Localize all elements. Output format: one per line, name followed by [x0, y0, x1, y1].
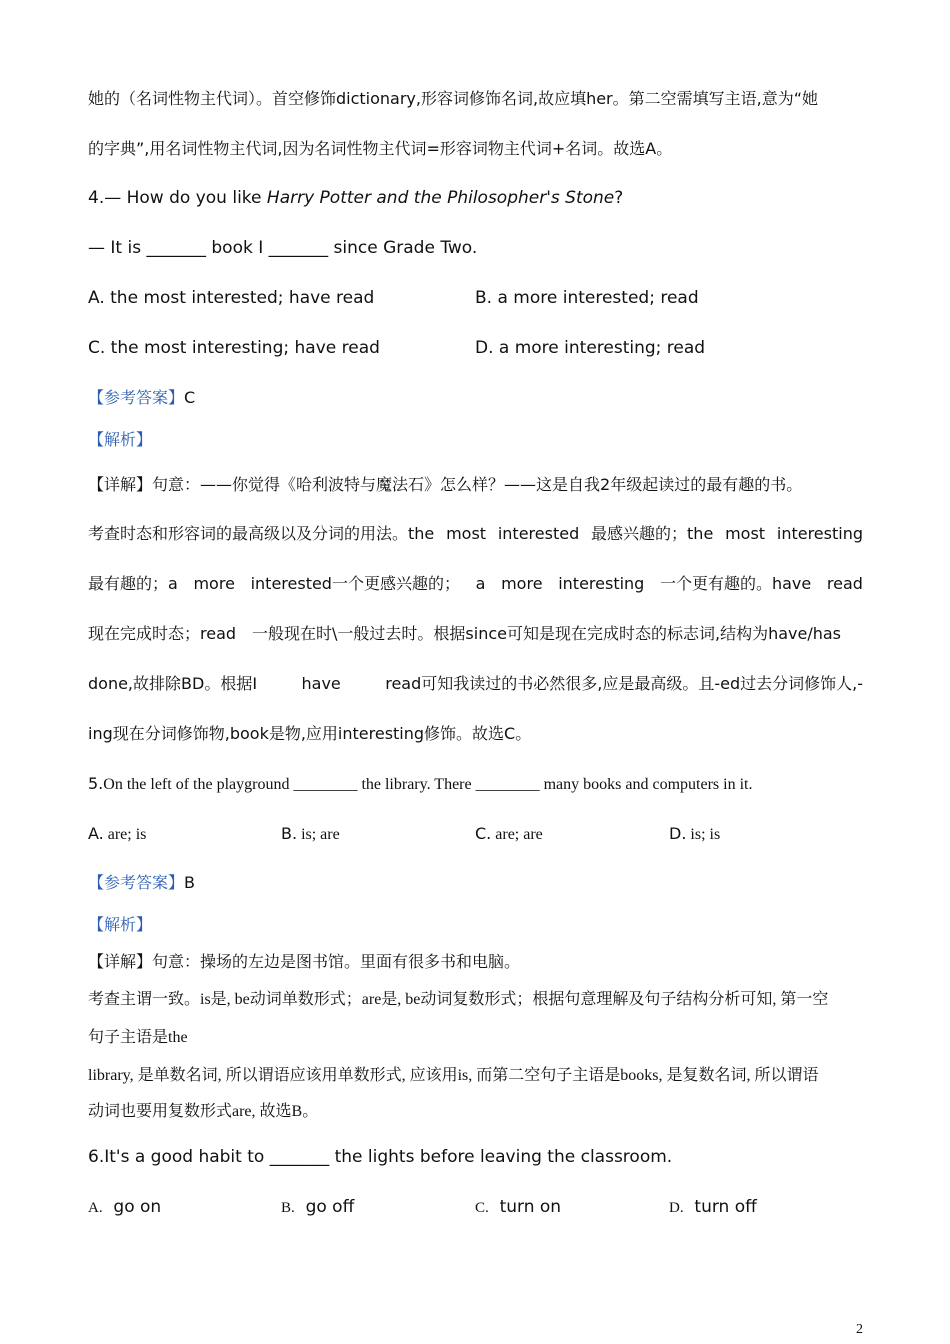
q4-option-c[interactable]: C. the most interesting; have read: [88, 338, 380, 358]
q4-explanation-line-5: ing现在分词修饰物,book是物,应用interesting修饰。故选C。: [88, 724, 532, 743]
q4-detail: [88, 474, 802, 496]
q4-answer-row: [88, 387, 195, 409]
q5-option-letter: A.: [88, 824, 104, 843]
q6-option-letter: A.: [88, 1200, 103, 1216]
q4-exp2-seg: more: [193, 574, 235, 593]
q6-option-letter: C.: [475, 1200, 489, 1216]
q5-stem: [88, 773, 752, 796]
q6-option-text: go off: [305, 1197, 355, 1217]
q4-explanation-line-3: 现在完成时态；read 一般现在时\一般过去时。根据since可知是现在完成时态的标志词,结构为have/has: [88, 624, 842, 643]
q4-stem-line-2: — It is _______ book I _______ since Grade Two.: [88, 238, 478, 258]
q6-option-text: turn on: [499, 1197, 562, 1217]
q4-exp1-seg: 考查时态和形容词的最高级以及分词的用法。the: [88, 524, 435, 543]
q6-option-letter: B.: [281, 1200, 295, 1216]
q5-answer-label: 【参考答案】: [88, 873, 185, 892]
q6-option-letter: D.: [669, 1200, 684, 1216]
q5-option-b[interactable]: [281, 823, 340, 846]
q4-explanation-line-2: [88, 573, 863, 595]
q6-option-b[interactable]: [281, 1196, 354, 1219]
q4-analysis-label: 【解析】: [88, 430, 153, 449]
q4-explanation-line-4: [88, 673, 863, 695]
q6-option-text: go on: [113, 1197, 162, 1217]
q4-exp1-seg: most: [725, 524, 766, 543]
q4-exp1-seg: most: [446, 524, 487, 543]
q4-exp1-seg: interesting: [776, 524, 863, 543]
q5-explanation-line-2: 句子主语是the: [88, 1029, 188, 1046]
q5-option-letter: D.: [669, 824, 687, 843]
q5-explanation-line-1: 考查主谓一致。is是, be动词单数形式；are是, be动词复数形式；根据句意理解及句子结构分析可知, 第一空: [88, 991, 829, 1008]
q4-option-b[interactable]: B. a more interested; read: [475, 288, 699, 308]
q4-exp1-seg: interested: [497, 524, 580, 543]
q4-answer-label: 【参考答案】: [88, 388, 185, 407]
q4-book-title: Harry Potter and the Philosopher's Stone: [266, 188, 615, 208]
q6-option-text: turn off: [694, 1197, 757, 1217]
q4-exp2-seg: a: [475, 574, 486, 593]
q6-option-d[interactable]: [669, 1196, 757, 1219]
page-number: 2: [856, 1322, 863, 1337]
q5-answer: B: [184, 873, 195, 892]
intro-line-1: 她的（名词性物主代词）。首空修饰dictionary,形容词修饰名词,故应填her。第二空需填写主语,意为“她: [88, 89, 819, 108]
q4-detail-label: 【详解】: [88, 475, 153, 494]
q5-option-d[interactable]: [669, 823, 720, 846]
q5-answer-row: [88, 872, 195, 894]
q5-option-letter: B.: [281, 824, 298, 843]
q4-exp4-seg: have: [301, 674, 341, 693]
q6-stem: 6.It's a good habit to _______ the lights before leaving the classroom.: [88, 1147, 673, 1167]
q5-detail: [88, 952, 520, 974]
q5-number: 5.: [88, 774, 104, 793]
q5-option-text: is; are: [297, 826, 340, 843]
q5-option-a[interactable]: [88, 823, 146, 846]
q4-exp2-seg: interesting: [558, 574, 645, 593]
q5-stem-text: On the left of the playground ________ the library. There ________ many books and computers in it.: [103, 776, 753, 793]
q4-stem-prefix: 4.— How do you like: [88, 188, 267, 208]
q5-analysis-label: 【解析】: [88, 915, 153, 934]
q4-option-a[interactable]: A. the most interested; have read: [88, 288, 375, 308]
q4-stem-suffix: ?: [614, 188, 624, 208]
q5-option-text: are; are: [491, 826, 543, 843]
q5-option-text: are; is: [103, 826, 147, 843]
q5-detail-text: 句意：操场的左边是图书馆。里面有很多书和电脑。: [152, 954, 521, 971]
q6-option-c[interactable]: [475, 1196, 561, 1219]
q5-explanation-line-4: 动词也要用复数形式are, 故选B。: [88, 1103, 319, 1120]
q4-exp2-seg: 一个更有趣的。have: [659, 574, 812, 593]
q5-option-c[interactable]: [475, 823, 543, 846]
q4-stem: [88, 187, 623, 209]
q4-exp2-seg: more: [501, 574, 543, 593]
q4-exp1-seg: 最感兴趣的；the: [591, 524, 714, 543]
q5-option-text: is; is: [686, 826, 721, 843]
q4-exp2-seg: 最有趣的；a: [88, 574, 178, 593]
q4-answer: C: [184, 388, 196, 407]
q6-option-a[interactable]: [88, 1196, 161, 1219]
q5-detail-label: 【详解】: [88, 954, 153, 971]
q5-explanation-line-3: library, 是单数名词, 所以谓语应该用单数形式, 应该用is, 而第二空句子主语是books, 是复数名词, 所以谓语: [88, 1067, 819, 1084]
q5-option-letter: C.: [475, 824, 492, 843]
intro-line-2: 的字典”,用名词性物主代词,因为名词性物主代词=形容词物主代词+名词。故选A。: [88, 139, 673, 158]
q4-explanation-line-1: [88, 523, 863, 545]
q4-exp4-seg: read可知我读过的书必然很多,应是最高级。且-ed过去分词修饰人,-: [385, 674, 863, 693]
q4-detail-text: 句意：——你觉得《哈利波特与魔法石》怎么样？——这是自我2年级起读过的最有趣的书。: [152, 475, 803, 494]
q4-exp2-seg: read: [826, 574, 863, 593]
q4-option-d[interactable]: D. a more interesting; read: [475, 338, 706, 358]
q4-exp4-seg: done,故排除BD。根据I: [88, 674, 258, 693]
q4-exp2-seg: interested一个更感兴趣的；: [250, 574, 460, 593]
